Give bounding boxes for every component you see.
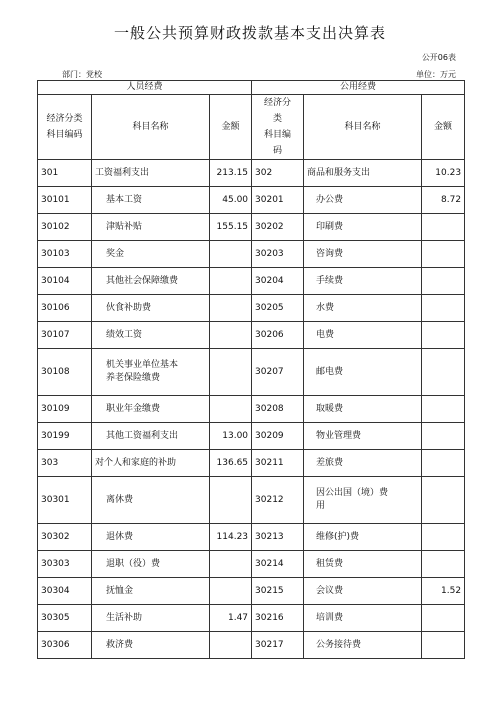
right-code-cell: 302 [252,160,304,187]
left-amount-cell [210,578,252,605]
left-name-cell: 职业年金缴费 [92,396,210,423]
table-row [38,423,465,450]
right-code-cell: 30211 [252,450,304,477]
left-name-cell: 其他社会保障缴费 [92,268,210,295]
amount-header-left: 金额 [210,95,252,160]
amount-header-right: 金额 [422,95,465,160]
right-code-cell: 30201 [252,187,304,214]
left-name-cell: 抚恤金 [92,578,210,605]
left-name-cell: 退职（役）费 [92,551,210,578]
left-name-cell: 救济费 [92,632,210,659]
right-name-cell: 会议费 [304,578,422,605]
right-name-cell: 取暖费 [304,396,422,423]
left-amount-cell: 45.00 [210,187,252,214]
right-code-cell: 30215 [252,578,304,605]
right-code-cell: 30207 [252,349,304,396]
right-code-cell: 30212 [252,477,304,524]
left-code-cell: 30306 [38,632,92,659]
left-code-cell: 30301 [38,477,92,524]
left-name-cell: 工资福利支出 [92,160,210,187]
right-amount-cell [422,632,465,659]
left-amount-cell: 136.65 [210,450,252,477]
right-code-cell: 30202 [252,214,304,241]
left-amount-cell [210,477,252,524]
right-amount-cell [422,477,465,524]
table-row [38,295,465,322]
right-amount-cell [422,524,465,551]
left-name-cell: 生活补助 [92,605,210,632]
table-row [38,632,465,659]
right-amount-cell [422,349,465,396]
left-code-cell: 30305 [38,605,92,632]
code-header-right: 经济分 类 科目编 码 [252,95,304,160]
right-amount-cell [422,605,465,632]
right-name-cell: 租赁费 [304,551,422,578]
right-amount-cell: 10.23 [422,160,465,187]
table-row [38,477,465,524]
right-name-cell: 因公出国（境）费 用 [304,477,422,524]
right-name-cell: 印刷费 [304,214,422,241]
right-amount-cell [422,450,465,477]
left-amount-cell [210,551,252,578]
right-code-cell: 30213 [252,524,304,551]
right-amount-cell [422,214,465,241]
left-amount-cell [210,295,252,322]
right-code-cell: 30216 [252,605,304,632]
right-code-cell: 30209 [252,423,304,450]
right-amount-cell [422,322,465,349]
table-row [38,268,465,295]
group-header-row [38,81,465,95]
right-name-cell: 水费 [304,295,422,322]
right-code-cell: 30203 [252,241,304,268]
table-row [38,160,465,187]
left-name-cell: 对个人和家庭的补助 [92,450,210,477]
left-amount-cell: 13.00 [210,423,252,450]
left-code-cell: 30302 [38,524,92,551]
right-name-cell: 手续费 [304,268,422,295]
table-row [38,605,465,632]
column-header-row [38,95,465,160]
left-amount-cell: 1.47 [210,605,252,632]
right-code-cell: 30206 [252,322,304,349]
name-header-left: 科目名称 [92,95,210,160]
table-row [38,396,465,423]
right-name-cell: 电费 [304,322,422,349]
left-amount-cell [210,268,252,295]
left-code-cell: 30199 [38,423,92,450]
right-amount-cell [422,268,465,295]
left-amount-cell [210,349,252,396]
department-label: 部门：党校 [62,70,102,79]
left-amount-cell: 114.23 [210,524,252,551]
expenditure-table [37,80,465,659]
left-amount-cell: 155.15 [210,214,252,241]
right-code-cell: 30204 [252,268,304,295]
left-amount-cell [210,396,252,423]
left-name-cell: 机关事业单位基本 养老保险缴费 [92,349,210,396]
right-amount-cell [422,551,465,578]
table-row [38,524,465,551]
right-amount-cell [422,295,465,322]
code-header-left: 经济分类 科目编码 [38,95,92,160]
table-row [38,187,465,214]
right-code-cell: 30217 [252,632,304,659]
left-code-cell: 30103 [38,241,92,268]
left-amount-cell [210,241,252,268]
table-row [38,551,465,578]
right-amount-cell: 1.52 [422,578,465,605]
left-code-cell: 30102 [38,214,92,241]
left-name-cell: 绩效工资 [92,322,210,349]
right-amount-cell [422,241,465,268]
table-row [38,349,465,396]
personnel-group-header: 人员经费 [38,81,252,95]
left-code-cell: 303 [38,450,92,477]
table-row [38,450,465,477]
table-row [38,578,465,605]
right-name-cell: 邮电费 [304,349,422,396]
left-code-cell: 30107 [38,322,92,349]
left-code-cell: 30304 [38,578,92,605]
right-amount-cell: 8.72 [422,187,465,214]
left-amount-cell [210,632,252,659]
right-name-cell: 商品和服务支出 [304,160,422,187]
left-code-cell: 30104 [38,268,92,295]
table-row [38,214,465,241]
name-header-right: 科目名称 [304,95,422,160]
left-code-cell: 30108 [38,349,92,396]
left-name-cell: 基本工资 [92,187,210,214]
left-amount-cell: 213.15 [210,160,252,187]
left-name-cell: 津贴补贴 [92,214,210,241]
left-name-cell: 离休费 [92,477,210,524]
right-name-cell: 咨询费 [304,241,422,268]
left-code-cell: 30109 [38,396,92,423]
right-name-cell: 办公费 [304,187,422,214]
right-name-cell: 维修(护)费 [304,524,422,551]
left-code-cell: 30303 [38,551,92,578]
left-code-cell: 301 [38,160,92,187]
right-name-cell: 差旅费 [304,450,422,477]
table-row [38,241,465,268]
left-name-cell: 退休费 [92,524,210,551]
page-title: 一般公共预算财政拨款基本支出决算表 [113,24,386,42]
right-name-cell: 培训费 [304,605,422,632]
right-code-cell: 30214 [252,551,304,578]
left-name-cell: 伙食补助费 [92,295,210,322]
right-name-cell: 公务接待费 [304,632,422,659]
left-name-cell: 其他工资福利支出 [92,423,210,450]
table-row [38,322,465,349]
right-amount-cell [422,423,465,450]
unit-label: 单位：万元 [416,70,456,79]
left-amount-cell [210,322,252,349]
right-code-cell: 30208 [252,396,304,423]
left-code-cell: 30106 [38,295,92,322]
right-name-cell: 物业管理费 [304,423,422,450]
left-name-cell: 奖金 [92,241,210,268]
public-group-header: 公用经费 [252,81,465,95]
right-amount-cell [422,396,465,423]
form-number: 公开06表 [421,53,456,62]
left-code-cell: 30101 [38,187,92,214]
right-code-cell: 30205 [252,295,304,322]
